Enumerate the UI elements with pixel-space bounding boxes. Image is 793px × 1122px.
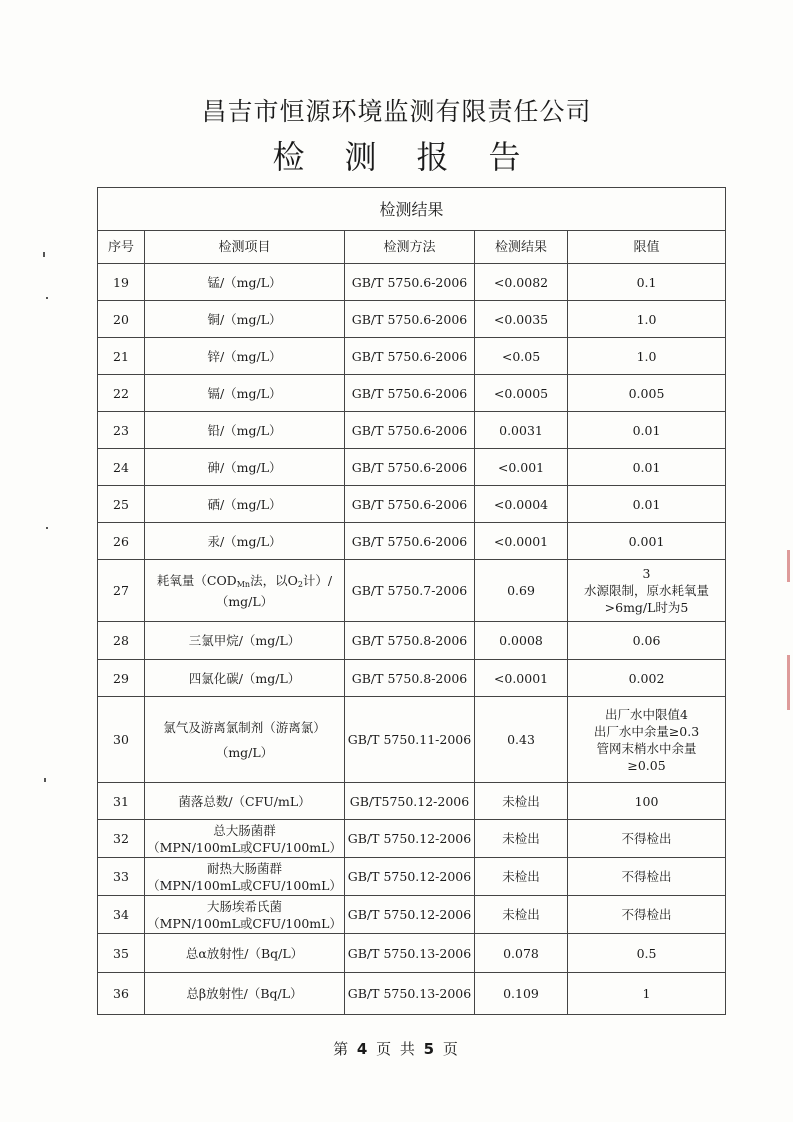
cell-limit: 不得检出 (568, 896, 726, 934)
footer-suffix: 页 (442, 1040, 460, 1058)
cell-item: 铜/（mg/L） (145, 301, 345, 338)
cell-method: GB/T 5750.13-2006 (345, 934, 475, 973)
cell-limit (568, 697, 726, 783)
cell-limit: 0.1 (568, 264, 726, 301)
cell-no: 35 (98, 934, 145, 973)
table-row (98, 697, 726, 783)
cell-result: <0.0082 (475, 264, 568, 301)
scan-speck (46, 527, 48, 529)
cell-limit: 0.5 (568, 934, 726, 973)
cell-no: 24 (98, 449, 145, 486)
cell-method: GB/T 5750.12-2006 (345, 858, 475, 896)
table-row (98, 858, 726, 896)
cell-limit: 不得检出 (568, 858, 726, 896)
item-text-b: 法，以O (250, 572, 298, 588)
cell-result: <0.0001 (475, 660, 568, 697)
limit-line-3: >6mg/L时为5 (604, 600, 689, 615)
cell-result: 未检出 (475, 896, 568, 934)
cell-limit: 不得检出 (568, 820, 726, 858)
cell-limit: 0.01 (568, 412, 726, 449)
col-header-result: 检测结果 (475, 231, 568, 264)
cell-no: 23 (98, 412, 145, 449)
cell-no: 30 (98, 697, 145, 783)
cell-item: 砷/（mg/L） (145, 449, 345, 486)
cell-method: GB/T 5750.13-2006 (345, 973, 475, 1015)
cell-result: <0.0001 (475, 523, 568, 560)
cell-method: GB/T5750.12-2006 (345, 783, 475, 820)
cell-item (145, 697, 345, 783)
cell-result: <0.0035 (475, 301, 568, 338)
cell-limit: 0.001 (568, 523, 726, 560)
cell-no: 20 (98, 301, 145, 338)
item-text-a: 耗氧量（COD (156, 572, 237, 588)
footer-prefix: 第 (333, 1040, 351, 1058)
table-row (98, 783, 726, 820)
cell-method: GB/T 5750.12-2006 (345, 896, 475, 934)
cell-no: 29 (98, 660, 145, 697)
limit-line-4: ≥0.05 (627, 757, 666, 773)
col-header-limit: 限值 (568, 231, 726, 264)
cell-result: 0.0031 (475, 412, 568, 449)
col-header-method: 检测方法 (345, 231, 475, 264)
cell-method: GB/T 5750.11-2006 (345, 697, 475, 783)
cell-no: 21 (98, 338, 145, 375)
cell-item: 总α放射性/（Bq/L） (145, 934, 345, 973)
cell-result: 未检出 (475, 820, 568, 858)
cell-no: 31 (98, 783, 145, 820)
cell-method: GB/T 5750.7-2006 (345, 560, 475, 622)
cell-method: GB/T 5750.8-2006 (345, 622, 475, 660)
cell-result: 0.078 (475, 934, 568, 973)
cell-method: GB/T 5750.6-2006 (345, 486, 475, 523)
cell-no: 33 (98, 858, 145, 896)
item-subscript-2: 2 (297, 579, 303, 589)
col-header-no: 序号 (98, 231, 145, 264)
cell-method: GB/T 5750.6-2006 (345, 523, 475, 560)
cell-no: 32 (98, 820, 145, 858)
seal-edge-mark (787, 550, 790, 582)
table-row (98, 896, 726, 934)
cell-item: 菌落总数/（CFU/mL） (145, 783, 345, 820)
cell-no: 22 (98, 375, 145, 412)
scan-speck (43, 252, 45, 257)
cell-item: 四氯化碳/（mg/L） (145, 660, 345, 697)
table-row (98, 338, 726, 375)
cell-limit: 0.01 (568, 486, 726, 523)
col-header-item: 检测项目 (145, 231, 345, 264)
cell-no: 26 (98, 523, 145, 560)
cell-result: 0.0008 (475, 622, 568, 660)
cell-limit: 0.06 (568, 622, 726, 660)
cell-item: 汞/（mg/L） (145, 523, 345, 560)
cell-no: 25 (98, 486, 145, 523)
table-row (98, 301, 726, 338)
page-footer (0, 1038, 793, 1059)
cell-limit: 1.0 (568, 338, 726, 375)
table-row (98, 560, 726, 622)
limit-line-2: 水源限制，原水耗氧量 (584, 583, 710, 598)
table-row (98, 622, 726, 660)
limit-line-1: 出厂水中限值4 (605, 706, 688, 722)
cell-no: 36 (98, 973, 145, 1015)
item-line-2: （MPN/100mL或CFU/100mL） (147, 915, 342, 931)
cell-result: 未检出 (475, 783, 568, 820)
table-row (98, 412, 726, 449)
footer-page-number: 4 (356, 1040, 370, 1058)
cell-method: GB/T 5750.6-2006 (345, 264, 475, 301)
cell-result: 0.43 (475, 697, 568, 783)
cell-method: GB/T 5750.12-2006 (345, 820, 475, 858)
item-line-2: （MPN/100mL或CFU/100mL） (147, 839, 342, 855)
item-subscript-mn: Mn (236, 579, 251, 589)
item-line-1: 大肠埃希氏菌 (206, 898, 282, 914)
section-title: 检测结果 (98, 188, 726, 231)
cell-limit: 1 (568, 973, 726, 1015)
cell-no: 19 (98, 264, 145, 301)
cell-method: GB/T 5750.6-2006 (345, 449, 475, 486)
footer-total-pages: 5 (423, 1040, 437, 1058)
cell-no: 27 (98, 560, 145, 622)
item-line-1 (147, 572, 342, 593)
cell-limit (568, 560, 726, 622)
cell-item: 锰/（mg/L） (145, 264, 345, 301)
cell-no: 34 (98, 896, 145, 934)
item-line-2: （mg/L） (215, 744, 274, 760)
item-line-1: 氯气及游离氯制剂（游离氯） (163, 719, 326, 735)
cell-limit: 1.0 (568, 301, 726, 338)
item-line-1: 耐热大肠菌群 (206, 860, 282, 876)
item-text-c: 计）/ (302, 572, 333, 588)
cell-result: 0.69 (475, 560, 568, 622)
table-row (98, 264, 726, 301)
item-line-2: （MPN/100mL或CFU/100mL） (147, 877, 342, 893)
cell-item: 总β放射性/（Bq/L） (145, 973, 345, 1015)
cell-method: GB/T 5750.8-2006 (345, 660, 475, 697)
table-row (98, 973, 726, 1015)
limit-line-3: 管网末梢水中余量 (596, 740, 697, 756)
cell-item (145, 858, 345, 896)
cell-item (145, 560, 345, 622)
limit-line-2: 出厂水中余量≥0.3 (593, 723, 700, 739)
table-row (98, 523, 726, 560)
scan-speck (46, 297, 48, 299)
cell-limit: 0.002 (568, 660, 726, 697)
table-row (98, 486, 726, 523)
results-table (97, 187, 726, 1015)
cell-result: 未检出 (475, 858, 568, 896)
footer-middle: 页 共 (376, 1040, 417, 1058)
item-line-1: 总大肠菌群 (213, 822, 276, 838)
cell-limit: 100 (568, 783, 726, 820)
table-row (98, 934, 726, 973)
cell-item: 硒/（mg/L） (145, 486, 345, 523)
cell-item: 镉/（mg/L） (145, 375, 345, 412)
cell-limit: 0.01 (568, 449, 726, 486)
item-line-2: （mg/L） (215, 593, 274, 609)
cell-item: 三氯甲烷/（mg/L） (145, 622, 345, 660)
cell-result: 0.109 (475, 973, 568, 1015)
cell-method: GB/T 5750.6-2006 (345, 375, 475, 412)
item-spacer (147, 736, 342, 744)
report-title: 检测报告 (272, 138, 561, 176)
cell-item (145, 820, 345, 858)
scan-speck (44, 778, 46, 782)
table-row (98, 820, 726, 858)
cell-result: <0.001 (475, 449, 568, 486)
limit-line-1: 3 (642, 566, 651, 581)
table-row (98, 660, 726, 697)
cell-no: 28 (98, 622, 145, 660)
cell-result: <0.05 (475, 338, 568, 375)
table-row (98, 375, 726, 412)
cell-limit: 0.005 (568, 375, 726, 412)
cell-result: <0.0004 (475, 486, 568, 523)
cell-item: 锌/（mg/L） (145, 338, 345, 375)
cell-result: <0.0005 (475, 375, 568, 412)
seal-edge-mark (787, 655, 790, 710)
table-row (98, 449, 726, 486)
company-name: 昌吉市恒源环境监测有限责任公司 (201, 97, 592, 126)
cell-method: GB/T 5750.6-2006 (345, 412, 475, 449)
cell-item: 铅/（mg/L） (145, 412, 345, 449)
cell-item (145, 896, 345, 934)
cell-method: GB/T 5750.6-2006 (345, 338, 475, 375)
cell-method: GB/T 5750.6-2006 (345, 301, 475, 338)
